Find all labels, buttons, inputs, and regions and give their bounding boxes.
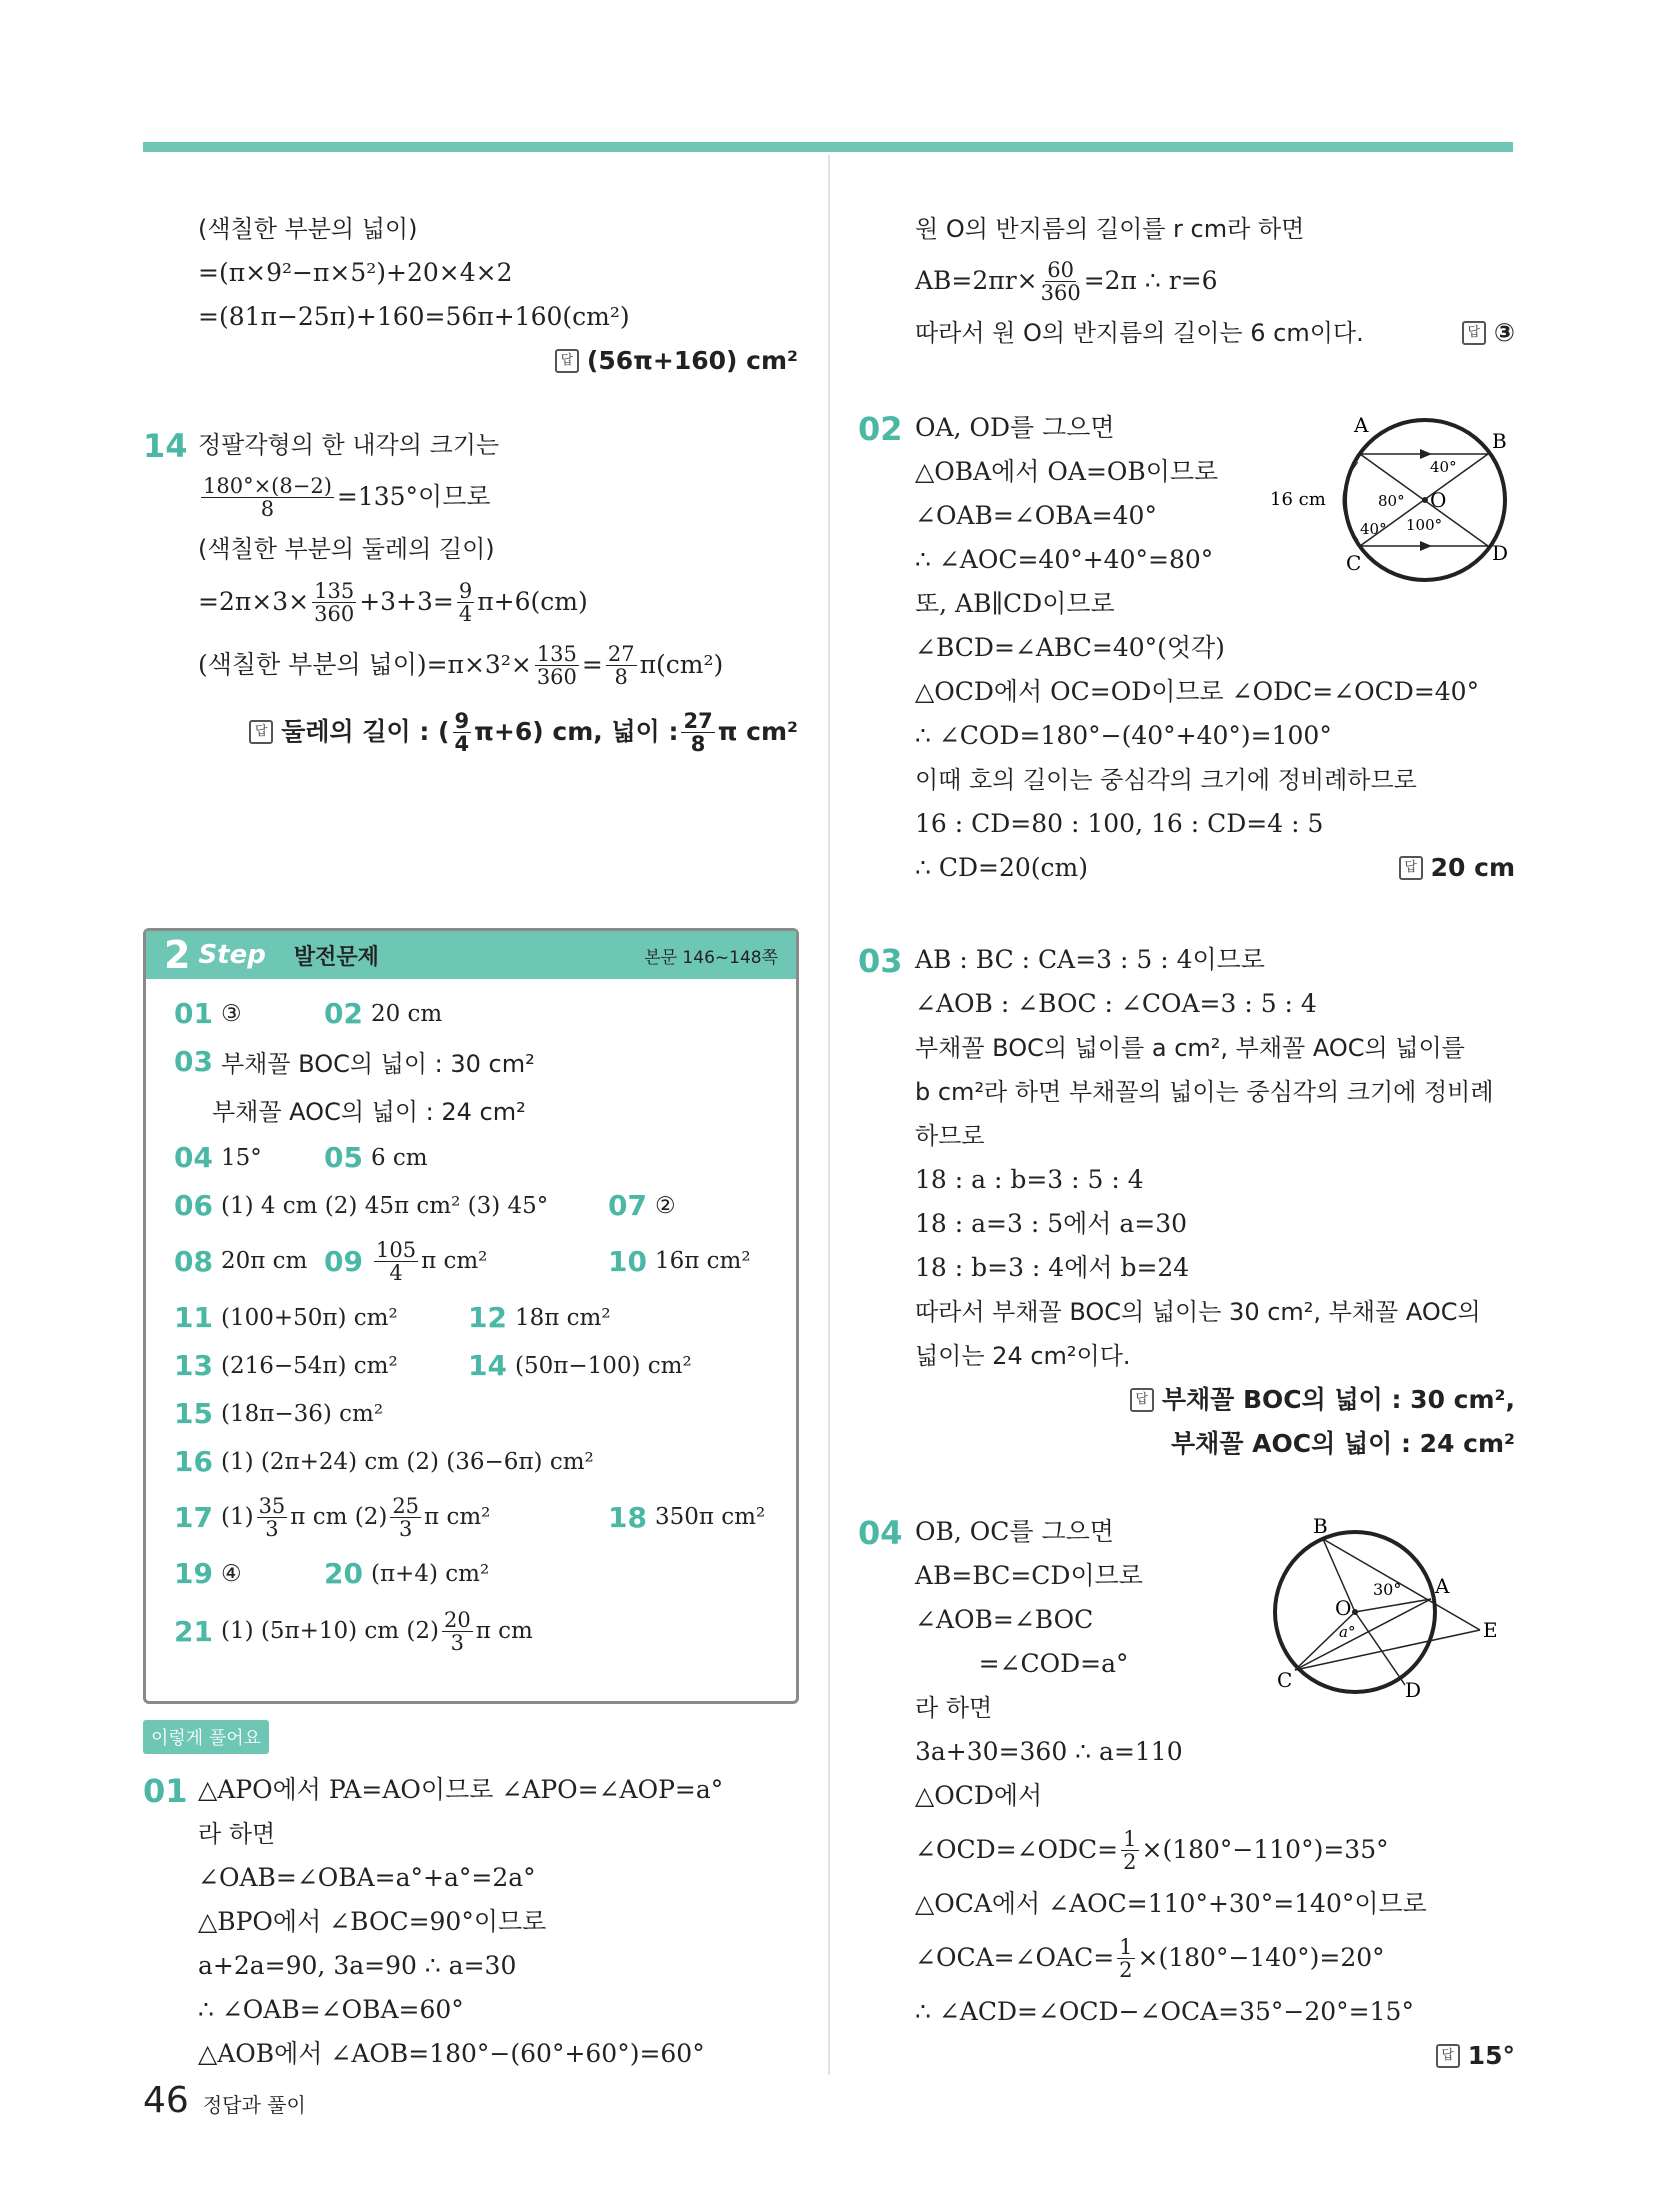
answer-item: 부채꼴 AOC의 넓이 : 24 cm²	[212, 1098, 526, 1126]
step-header	[146, 931, 796, 979]
text-line: 부채꼴 BOC의 넓이를 a cm², 부채꼴 AOC의 넓이를	[915, 1034, 1465, 1062]
text-line: 3a+30=360 ∴ a=110	[915, 1737, 1183, 1766]
fraction: $\frac{1}{2}$	[1123, 1826, 1137, 1874]
text-line: ∴ ∠OAB=∠OBA=60°	[198, 1995, 464, 2024]
center-point	[1422, 497, 1428, 503]
text-line: AB : BC : CA=3 : 5 : 4이므로	[915, 945, 1265, 974]
segment-oc	[1295, 1612, 1355, 1670]
text-line: 원 O의 반지름의 길이를 r cm라 하면	[915, 215, 1305, 243]
label-a: A	[1435, 1574, 1450, 1598]
text: π(cm²)	[639, 650, 724, 679]
step-number: 2	[164, 933, 191, 977]
answer-line	[1399, 846, 1515, 890]
column-divider	[828, 155, 830, 2075]
text-line: ∠AOB : ∠BOC : ∠COA=3 : 5 : 4	[915, 989, 1317, 1018]
angle-label: 40°	[1430, 458, 1457, 476]
text-line	[915, 311, 1515, 355]
fraction: $\frac{180^\circ\times(8-2)}{8}$	[203, 473, 332, 521]
text-line: a+2a=90, 3a=90 ∴ a=30	[198, 1951, 517, 1980]
answer-text: 15°	[1467, 2041, 1515, 2070]
text-line: 따라서 부채꼴 BOC의 넓이는 30 cm², 부채꼴 AOC의	[915, 1298, 1481, 1326]
answer-text: (56π+160) cm²	[586, 346, 798, 375]
text-line: 넓이는 24 cm²이다.	[915, 1342, 1131, 1370]
answer-item: 17 (1) $\frac{35}{3}$ π cm (2) $\frac{25}{3}$ π cm²	[174, 1493, 491, 1541]
text: =135°이므로	[336, 482, 491, 511]
answer-item: 18 350π cm²	[608, 1500, 766, 1534]
answer-item: 10 16π cm²	[608, 1244, 751, 1278]
text-line: △APO에서 PA=AO이므로 ∠APO=∠AOP=a°	[198, 1775, 724, 1804]
text-line	[915, 1926, 1515, 1990]
text: (색칠한 부분의 넓이)=π×3²×	[198, 650, 532, 679]
step-title: 발전문제	[293, 944, 379, 970]
problem-number: 04	[858, 1514, 903, 1552]
text-line: 16 : CD=80 : 100, 16 : CD=4 : 5	[915, 809, 1324, 838]
answer-item: 07 ②	[608, 1189, 676, 1222]
length-label: 16 cm	[1270, 489, 1326, 510]
text-line	[915, 251, 1515, 311]
answer-item: 05 6 cm	[324, 1141, 428, 1174]
angle-label: 30°	[1373, 1580, 1402, 1599]
answer-icon: 답	[555, 349, 579, 373]
answer-item: 02 20 cm	[324, 997, 443, 1030]
text-line: △AOB에서 ∠AOB=180°−(60°+60°)=60°	[198, 2039, 705, 2068]
answer-item: 04 15°	[174, 1141, 262, 1174]
answer-item: 03 부채꼴 BOC의 넓이 : 30 cm²	[174, 1045, 535, 1078]
text-line: △OBA에서 OA=OB이므로	[915, 457, 1219, 486]
text-line: 라 하면	[915, 1694, 993, 1722]
answer-item: 16 (1) (2π+24) cm (2) (36−6π) cm²	[174, 1445, 594, 1478]
text: ∴ CD=20(cm)	[915, 853, 1088, 882]
problem-number: 03	[858, 942, 903, 980]
fraction: $\frac{27}{8}$	[607, 641, 635, 689]
text-line: AB=BC=CD이므로	[915, 1561, 1143, 1590]
text-line: =(81π−25π)+160=56π+160(cm²)	[198, 302, 630, 331]
text-line: 이때 호의 길이는 중심각의 크기에 정비례하므로	[915, 766, 1417, 794]
label-b: B	[1492, 429, 1507, 453]
text-line: OB, OC를 그으면	[915, 1517, 1114, 1546]
answer-item: 08 20π cm	[174, 1244, 308, 1278]
answer-icon: 답	[1399, 856, 1423, 880]
answer-icon: 답	[249, 720, 273, 744]
text-line: (색칠한 부분의 둘레의 길이)	[198, 535, 495, 563]
line-ce	[1295, 1630, 1480, 1670]
label-a: A	[1354, 413, 1369, 437]
problem-number: 14	[143, 427, 188, 465]
text-line: ∠OAB=∠OBA=a°+a°=2a°	[198, 1863, 536, 1892]
text-line: 또, AB∥CD이므로	[915, 589, 1115, 618]
angle-label: 100°	[1406, 516, 1443, 534]
answer-line	[1462, 311, 1515, 355]
text-line: ∠BCD=∠ABC=40°(엇각)	[915, 633, 1225, 662]
text-line: △BPO에서 ∠BOC=90°이므로	[198, 1907, 547, 1936]
answer-item: 01 ③	[174, 997, 242, 1030]
answer-icon: 답	[1436, 2044, 1460, 2068]
answer-item: 15 (18π−36) cm²	[174, 1397, 384, 1430]
label-o: O	[1335, 1596, 1352, 1620]
parallel-arrow	[1420, 541, 1432, 551]
text-line: b cm²라 하면 부채꼴의 넓이는 중심각의 크기에 정비례	[915, 1078, 1494, 1106]
text: ∠OCA=∠OAC=	[915, 1943, 1115, 1972]
text-line: △OCD에서 OC=OD이므로 ∠ODC=∠OCD=40°	[915, 677, 1480, 706]
text: ∠OCD=∠ODC=	[915, 1835, 1119, 1864]
label-e: E	[1483, 1618, 1498, 1642]
segment-ca	[1295, 1599, 1431, 1670]
answer-item: 13 (216−54π) cm²	[174, 1349, 398, 1382]
top-accent-bar	[143, 142, 1513, 152]
text-line: (색칠한 부분의 넓이)	[198, 215, 418, 243]
text: ×(180°−140°)=20°	[1137, 1943, 1385, 1972]
center-point	[1352, 1609, 1358, 1615]
solution-14	[198, 423, 798, 767]
solution-03	[915, 938, 1515, 1466]
text-line: 18 : b=3 : 4에서 b=24	[915, 1253, 1190, 1282]
text: AB=2πr×	[915, 266, 1038, 295]
text: =	[581, 650, 603, 679]
problem-number: 02	[858, 410, 903, 448]
text-line: =∠COD=a°	[915, 1649, 1129, 1678]
circle-figure-04	[1255, 1515, 1520, 1700]
text-line: 라 하면	[198, 1820, 276, 1848]
answer-line	[198, 697, 798, 767]
answer-item: 09 $\frac{105}{4}$ π cm²	[324, 1237, 488, 1285]
text-line: 하므로	[915, 1122, 985, 1150]
answer-text: 20 cm	[1430, 853, 1515, 882]
text: π cm²	[717, 717, 798, 746]
text-line	[915, 1818, 1515, 1882]
label-b: B	[1313, 1515, 1328, 1538]
answer-item: 19 ④	[174, 1557, 242, 1590]
answer-text: ③	[1493, 318, 1515, 347]
answer-line	[915, 1378, 1515, 1422]
answer-icon: 답	[1130, 1388, 1154, 1412]
left-top-solution	[198, 207, 798, 383]
step-reference: 본문 146~148쪽	[644, 947, 778, 968]
text: +3+3=	[359, 587, 454, 616]
step-answer-box	[143, 928, 799, 1704]
answer-line	[915, 2034, 1515, 2078]
text: π+6) cm, 넓이 :	[474, 717, 679, 746]
angle-label: 40°	[1360, 520, 1387, 538]
text: π+6(cm)	[477, 587, 588, 616]
label-c: C	[1277, 1668, 1293, 1692]
text-line: ∴ ∠AOC=40°+40°=80°	[915, 545, 1214, 574]
answer-item: 11 (100+50π) cm²	[174, 1301, 398, 1334]
text-line: =(π×9²−π×5²)+20×4×2	[198, 258, 513, 287]
label-d: D	[1492, 541, 1509, 565]
footer-title: 정답과 풀이	[202, 2093, 306, 2117]
answer-item: 14 (50π−100) cm²	[468, 1349, 692, 1382]
fraction: $\frac{1}{2}$	[1119, 1934, 1133, 1982]
text: =2π×3×	[198, 587, 310, 616]
page-footer	[143, 2080, 306, 2121]
section-tag: 이렇게 풀어요	[143, 1720, 269, 1754]
label-d: D	[1405, 1678, 1422, 1700]
label-o: O	[1430, 488, 1447, 512]
fraction: $\frac{135}{360}$	[536, 641, 577, 689]
angle-label: a°	[1339, 1623, 1356, 1641]
answer-item: 06 (1) 4 cm (2) 45π cm² (3) 45°	[174, 1189, 549, 1222]
text: ×(180°−110°)=35°	[1141, 1835, 1389, 1864]
answer-item: 12 18π cm²	[468, 1301, 611, 1334]
answer-icon: 답	[1462, 321, 1486, 345]
fraction: $\frac{60}{360}$	[1040, 257, 1081, 305]
text: 따라서 원 O의 반지름의 길이는 6 cm이다.	[915, 319, 1364, 347]
fraction: $\frac{9}{4}$	[458, 578, 473, 626]
step-label: Step	[198, 940, 266, 970]
text-line	[198, 633, 798, 697]
circle-figure-02	[1270, 410, 1520, 585]
fraction: $\frac{27}{8}$	[683, 708, 713, 756]
text-line: ∴ ∠ACD=∠OCD−∠OCA=35°−20°=15°	[915, 1997, 1414, 2026]
answer-text: 부채꼴 BOC의 넓이 : 30 cm²,	[1161, 1385, 1515, 1414]
fraction: $\frac{135}{360}$	[314, 578, 355, 626]
text-line: OA, OD를 그으면	[915, 413, 1115, 442]
text-line	[198, 467, 798, 527]
text-line: △OCA에서 ∠AOC=110°+30°=140°이므로	[915, 1889, 1427, 1918]
page-number: 46	[143, 2080, 189, 2121]
label-c: C	[1346, 551, 1362, 575]
answer-line	[915, 1422, 1515, 1466]
text-line	[915, 846, 1515, 890]
text-line: ∠AOB=∠BOC	[915, 1605, 1094, 1634]
answer-line	[198, 339, 798, 383]
text-line	[198, 571, 798, 633]
text: 둘레의 길이 : (	[281, 717, 450, 746]
answer-item: 20 (π+4) cm²	[324, 1557, 490, 1590]
solution-01	[198, 1768, 798, 2076]
text-line: ∠OAB=∠OBA=40°	[915, 501, 1157, 530]
text-line: △OCD에서	[915, 1781, 1043, 1810]
text-line: 정팔각형의 한 내각의 크기는	[198, 431, 500, 459]
text-line: 18 : a=3 : 5에서 a=30	[915, 1209, 1188, 1238]
fraction: $\frac{9}{4}$	[454, 708, 470, 756]
angle-label: 80°	[1378, 492, 1405, 510]
answer-item: 21 (1) (5π+10) cm (2) $\frac{20}{3}$ π cm	[174, 1607, 533, 1655]
text-line: ∴ ∠COD=180°−(40°+40°)=100°	[915, 721, 1332, 750]
text-line: 18 : a : b=3 : 5 : 4	[915, 1165, 1144, 1194]
right-top-solution	[915, 207, 1515, 355]
problem-number: 01	[143, 1772, 188, 1810]
text: =2π ∴ r=6	[1083, 266, 1218, 295]
answer-text: 부채꼴 AOC의 넓이 : 24 cm²	[1171, 1429, 1515, 1458]
